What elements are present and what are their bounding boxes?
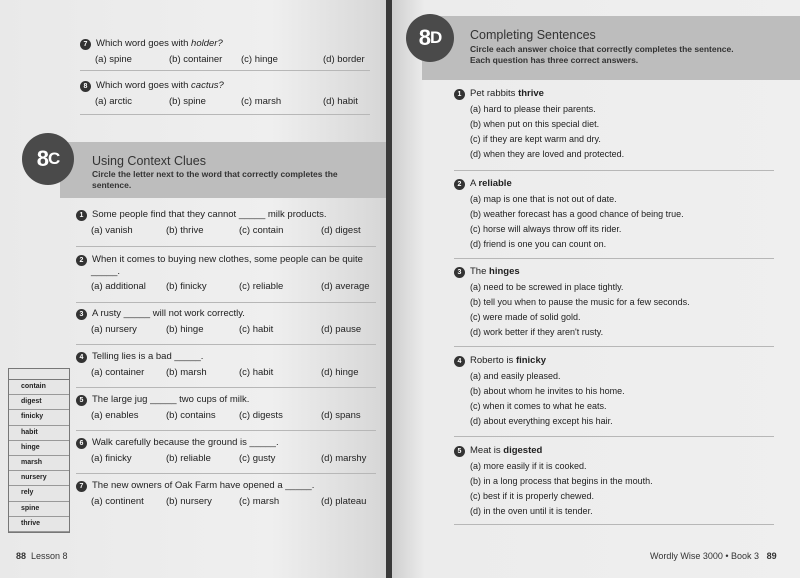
- question-item: [454, 88, 784, 100]
- option[interactable]: (a) container: [91, 367, 145, 378]
- answer-options: [91, 496, 381, 508]
- section-badge: 8 D: [406, 14, 454, 62]
- section-title: Using Context Clues: [92, 154, 206, 168]
- option[interactable]: (b) tell you when to pause the music for a few seconds.: [470, 297, 690, 307]
- option[interactable]: (b) thrive: [166, 225, 204, 236]
- option[interactable]: (d) work better if they aren't rusty.: [470, 327, 604, 337]
- divider: [76, 430, 376, 431]
- option[interactable]: (b) nursery: [166, 496, 212, 507]
- answer-options: [470, 369, 625, 429]
- question-item: [76, 394, 376, 422]
- option[interactable]: (a) hard to please their parents.: [470, 104, 596, 114]
- left-page: [0, 0, 388, 578]
- word-list-item: nursery: [9, 471, 69, 486]
- question-item: [76, 209, 376, 237]
- section-title: Completing Sentences: [470, 28, 596, 42]
- option[interactable]: (b) hinge: [166, 324, 204, 335]
- option[interactable]: (b) about whom he invites to his home.: [470, 386, 625, 396]
- option[interactable]: (b) marsh: [166, 367, 207, 378]
- answer-options: [470, 280, 690, 340]
- option[interactable]: (d) average: [321, 281, 370, 292]
- question-stem: Some people find that they cannot _____ milk products.: [92, 209, 327, 220]
- question-number: 2: [76, 255, 87, 266]
- question-stem-cont: _____.: [91, 266, 121, 277]
- divider: [454, 436, 774, 437]
- divider: [76, 387, 376, 388]
- question-item: [454, 178, 784, 190]
- question-number: 5: [76, 395, 87, 406]
- option[interactable]: (b) weather forecast has a good chance of being true.: [470, 209, 684, 219]
- question-stem: The new owners of Oak Farm have opened a _____.: [92, 480, 315, 491]
- word-list-item: marsh: [9, 456, 69, 471]
- question-stem: Walk carefully because the ground is _____.: [92, 437, 279, 448]
- option[interactable]: (d) digest: [321, 225, 361, 236]
- question-stem: A reliable: [470, 178, 512, 189]
- option[interactable]: (d) plateau: [321, 496, 367, 507]
- option[interactable]: (c) habit: [239, 367, 274, 378]
- question-number: 5: [454, 446, 465, 457]
- question-item: [76, 437, 376, 465]
- question-item: [76, 308, 376, 336]
- question-number: 3: [454, 267, 465, 278]
- option[interactable]: (a) need to be screwed in place tightly.: [470, 282, 624, 292]
- option[interactable]: (c) when it comes to what he eats.: [470, 401, 607, 411]
- question-number: 4: [76, 352, 87, 363]
- lesson-label: Lesson 8: [31, 551, 68, 561]
- word-list-item: habit: [9, 426, 69, 441]
- option[interactable]: (d) in the oven until it is tender.: [470, 506, 593, 516]
- option[interactable]: (b) in a long process that begins in the mouth.: [470, 476, 653, 486]
- option[interactable]: (a) more easily if it is cooked.: [470, 461, 587, 471]
- answer-options: [95, 96, 380, 108]
- question-stem: Which word goes with cactus?: [96, 80, 224, 91]
- option[interactable]: (c) marsh: [241, 96, 282, 107]
- option[interactable]: (b) when put on this special diet.: [470, 119, 600, 129]
- answer-options: [470, 102, 624, 162]
- answer-options: [470, 192, 684, 252]
- page-number: 88: [16, 551, 27, 561]
- option[interactable]: (c) horse will always throw off its rider.: [470, 224, 622, 234]
- option[interactable]: (c) reliable: [239, 281, 284, 292]
- question-number: 7: [80, 39, 91, 50]
- option[interactable]: (d) hinge: [321, 367, 359, 378]
- option[interactable]: (b) finicky: [166, 281, 207, 292]
- option[interactable]: (b) container: [169, 54, 223, 65]
- divider: [454, 258, 774, 259]
- question-number: 8: [80, 81, 91, 92]
- option[interactable]: (a) arctic: [95, 96, 132, 107]
- option[interactable]: (a) map is one that is not out of date.: [470, 194, 617, 204]
- section-badge: 8 C: [22, 133, 74, 185]
- question-stem: The hinges: [470, 266, 520, 277]
- page-footer: [16, 551, 68, 561]
- option[interactable]: (d) about everything except his hair.: [470, 416, 613, 426]
- section-instruction: Circle the letter next to the word that correctly completes the sentence.: [92, 169, 338, 190]
- option[interactable]: (a) finicky: [91, 453, 132, 464]
- option[interactable]: (c) habit: [239, 324, 274, 335]
- word-list-item: contain: [9, 380, 69, 395]
- word-list-item: finicky: [9, 410, 69, 425]
- option[interactable]: (a) enables: [91, 410, 139, 421]
- question-item: [76, 254, 381, 293]
- question-item: [80, 80, 380, 108]
- divider: [76, 473, 376, 474]
- option[interactable]: (b) spine: [169, 96, 206, 107]
- question-stem: When it comes to buying new clothes, some people can be quite: [92, 254, 363, 265]
- question-number: 1: [76, 210, 87, 221]
- question-item: [76, 480, 381, 508]
- question-stem: Telling lies is a bad _____.: [92, 351, 204, 362]
- book-title: Wordly Wise 3000 • Book 3: [650, 551, 760, 561]
- option[interactable]: (c) contain: [239, 225, 284, 236]
- option[interactable]: (d) friend is one you can count on.: [470, 239, 607, 249]
- question-item: [76, 351, 376, 379]
- answer-options: [91, 281, 381, 293]
- option[interactable]: (c) if they are kept warm and dry.: [470, 134, 601, 144]
- word-list-item: spine: [9, 502, 69, 517]
- question-number: 7: [76, 481, 87, 492]
- question-number: 2: [454, 179, 465, 190]
- question-stem: The large jug _____ two cups of milk.: [92, 394, 250, 405]
- answer-options: [91, 324, 376, 336]
- word-list-item: hinge: [9, 441, 69, 456]
- option[interactable]: (c) marsh: [239, 496, 280, 507]
- divider: [454, 170, 774, 171]
- option[interactable]: (c) were made of solid gold.: [470, 312, 581, 322]
- divider: [80, 70, 370, 71]
- question-stem: Which word goes with holder?: [96, 38, 223, 49]
- question-number: 1: [454, 89, 465, 100]
- question-number: 6: [76, 438, 87, 449]
- divider: [454, 346, 774, 347]
- answer-options: [95, 54, 380, 66]
- option[interactable]: (c) gusty: [239, 453, 276, 464]
- question-stem: Roberto is finicky: [470, 355, 547, 366]
- question-item: [454, 266, 784, 278]
- divider: [80, 114, 370, 115]
- question-stem: Pet rabbits thrive: [470, 88, 544, 99]
- option[interactable]: (b) contains: [166, 410, 216, 421]
- option[interactable]: (a) vanish: [91, 225, 133, 236]
- page-number: 89: [766, 551, 777, 561]
- question-stem: A rusty _____ will not work correctly.: [92, 308, 245, 319]
- option[interactable]: (c) best if it is properly chewed.: [470, 491, 595, 501]
- option[interactable]: (d) border: [323, 54, 365, 65]
- option[interactable]: (a) spine: [95, 54, 132, 65]
- option[interactable]: (b) reliable: [166, 453, 211, 464]
- option[interactable]: (c) hinge: [241, 54, 278, 65]
- option[interactable]: (d) marshy: [321, 453, 367, 464]
- option[interactable]: (d) habit: [323, 96, 358, 107]
- option[interactable]: (a) continent: [91, 496, 144, 507]
- option[interactable]: (c) digests: [239, 410, 283, 421]
- question-number: 4: [454, 356, 465, 367]
- question-item: [80, 38, 380, 66]
- option[interactable]: (a) nursery: [91, 324, 137, 335]
- word-list-item: thrive: [9, 517, 69, 532]
- word-list-item: digest: [9, 395, 69, 410]
- section-instruction: Circle each answer choice that correctly completes the sentence. Each question has three correct answers.: [470, 44, 734, 65]
- question-item: [454, 355, 784, 367]
- question-number: 3: [76, 309, 87, 320]
- page-footer: [650, 551, 777, 561]
- divider: [76, 344, 376, 345]
- question-stem: Meat is digested: [470, 445, 543, 456]
- answer-options: [91, 410, 376, 422]
- word-list-header: [9, 369, 69, 380]
- divider: [76, 246, 376, 247]
- word-list-box: [8, 368, 70, 533]
- answer-options: [91, 453, 376, 465]
- divider: [76, 302, 376, 303]
- option[interactable]: (a) and easily pleased.: [470, 371, 561, 381]
- option[interactable]: (a) additional: [91, 281, 146, 292]
- word-list-item: rely: [9, 486, 69, 501]
- answer-options: [91, 225, 376, 237]
- question-item: [454, 445, 784, 457]
- option[interactable]: (d) pause: [321, 324, 362, 335]
- right-page: [392, 0, 800, 578]
- option[interactable]: (d) spans: [321, 410, 361, 421]
- answer-options: [470, 459, 653, 519]
- option[interactable]: (d) when they are loved and protected.: [470, 149, 625, 159]
- answer-options: [91, 367, 376, 379]
- divider: [454, 524, 774, 525]
